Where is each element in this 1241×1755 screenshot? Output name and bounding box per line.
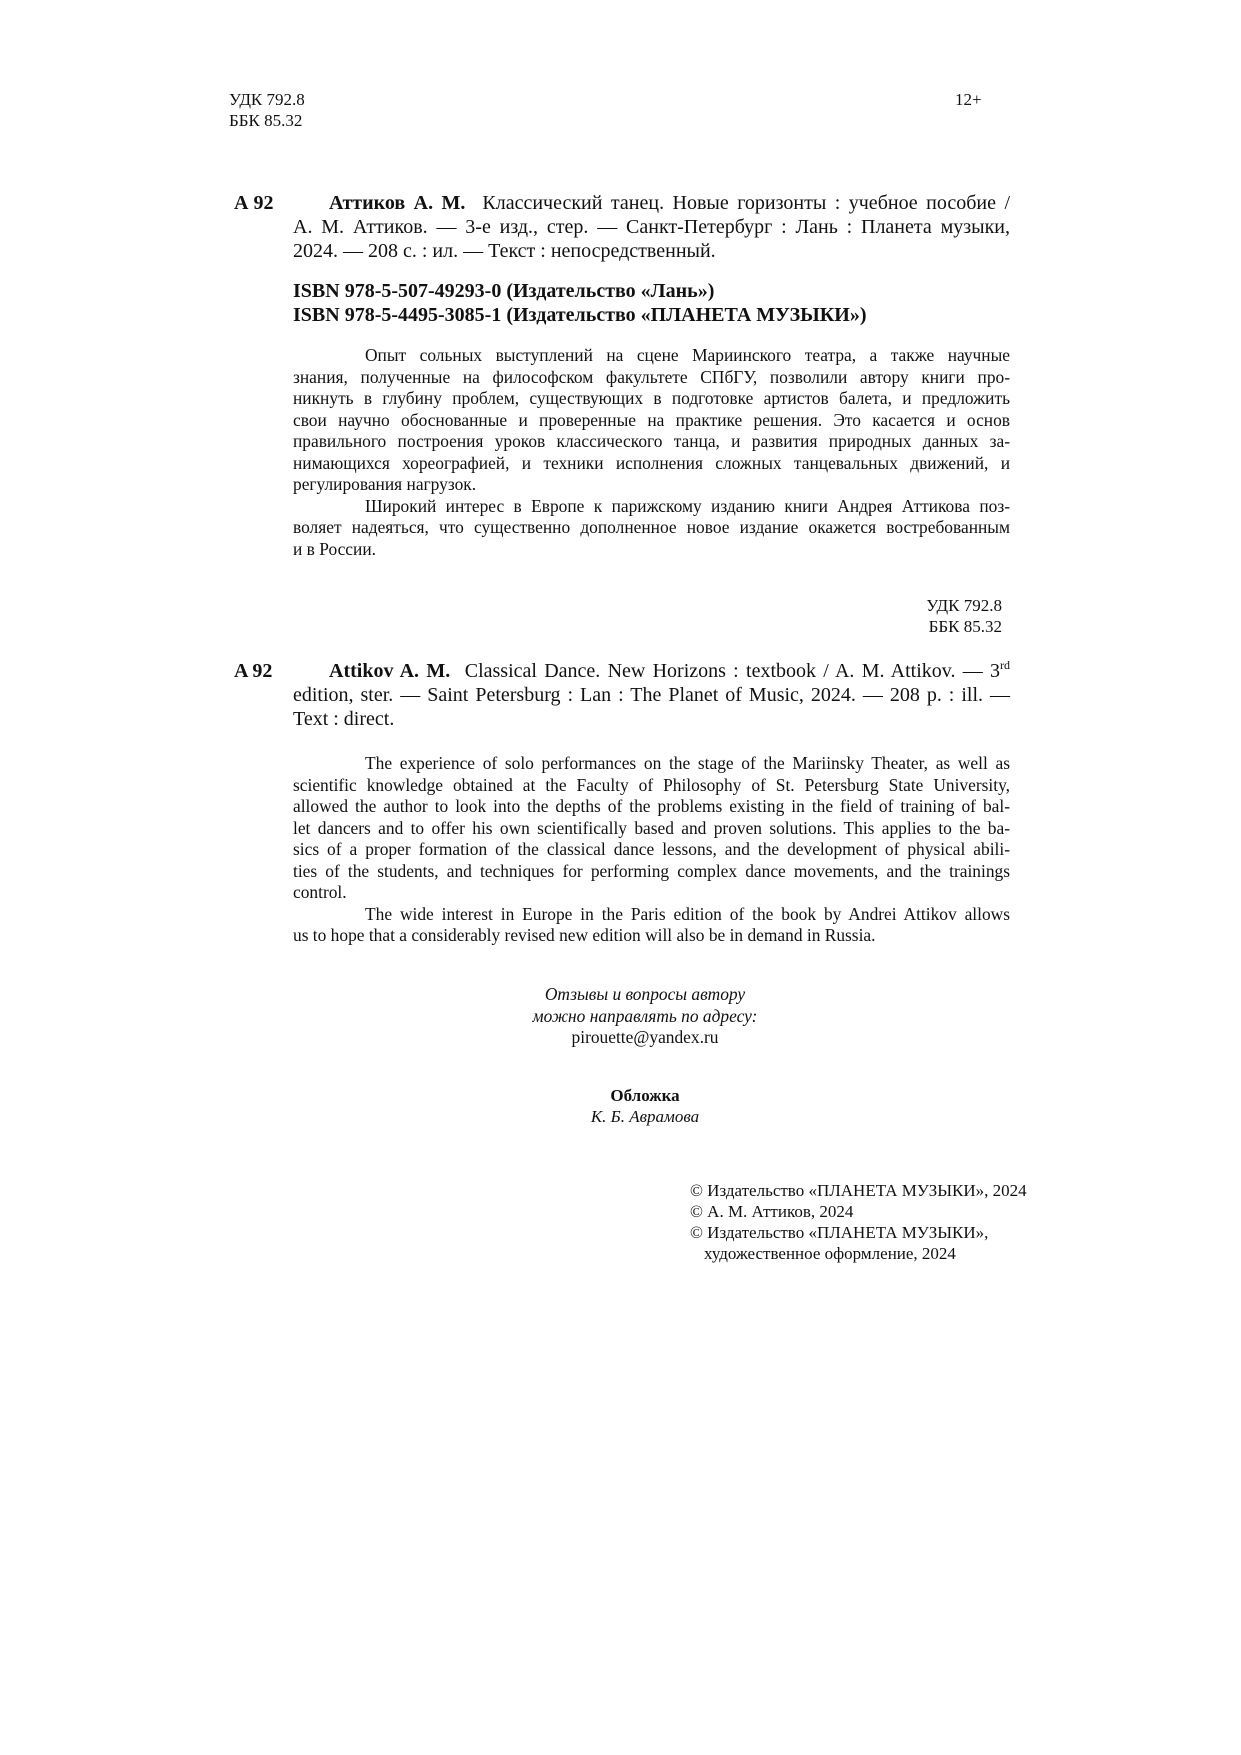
contact-email: pirouette@yandex.ru — [571, 1027, 719, 1047]
copyright-line: © Издательство «ПЛАНЕТА МУЗЫКИ», 2024 — [690, 1181, 1027, 1200]
ru-entry-line-2: А. М. Аттиков. — 3-е изд., стер. — Санкт-Петербург : Лань : Планета музыки, — [293, 216, 1010, 238]
en-bibliographic-entry — [293, 659, 1010, 731]
en-abstract-line: ties of the students, and techniques for performing complex dance movements, and the trainings — [293, 860, 1010, 881]
ru-abstract-line: знания, полученные на философском факультете СПбГУ, позволили автору книги про- — [293, 366, 1010, 387]
isbn-planet-music: ISBN 978-5-4495-3085-1 (Издательство «ПЛАНЕТА МУЗЫКИ») — [293, 304, 867, 326]
en-abstract-line: The wide interest in Europe in the Paris edition of the book by Andrei Attikov allows — [365, 903, 1010, 924]
ru-author-name: Аттиков А. М. — [329, 192, 466, 214]
cover-credit — [500, 1085, 790, 1127]
ru-abstract-line: никнуть в глубину проблем, существующих в подготовке артистов балета, и предложить — [293, 388, 1010, 408]
en-author-name: Attikov A. M. — [329, 660, 451, 682]
en-entry-line-3: Text : direct. — [293, 708, 395, 730]
en-author-code: A 92 — [234, 660, 273, 682]
en-abstract-line: us to hope that a considerably revised new edition will also be in demand in Russia. — [293, 925, 876, 945]
ru-abstract-line: регулирования нагрузок. — [293, 474, 477, 494]
contact-line-1: Отзывы и вопросы автору — [544, 984, 746, 1004]
isbn-block — [293, 279, 866, 327]
en-abstract-line: The experience of solo performances on the stage of the Mariinsky Theater, as well as — [365, 753, 1010, 773]
ordinal-suffix: rd — [1000, 658, 1010, 672]
header-bbk: ББК 85.32 — [229, 111, 303, 130]
copyright-block — [690, 1180, 1027, 1264]
en-abstract-line: control. — [293, 882, 347, 902]
en-abstract-line: allowed the author to look into the depths of the problems existing in the field of training of bal- — [293, 796, 1010, 816]
ru-abstract-line: нимающихся хореографией, и техники исполнения сложных танцевальных движений, и — [293, 452, 1010, 473]
ru-bibliographic-entry — [293, 191, 1010, 263]
ru-abstract-line: и в России. — [293, 538, 376, 559]
ru-abstract-line: свои научно обоснованные и проверенные на практике решения. Это касается и основ — [293, 409, 1010, 430]
age-rating: 12+ — [955, 90, 982, 109]
ru-classification — [860, 595, 1002, 637]
header-classification — [229, 89, 305, 131]
header-udk: УДК 792.8 — [229, 90, 305, 109]
cover-designer: К. Б. Аврамова — [590, 1107, 700, 1126]
en-entry-line-2: edition, ster. — Saint Petersburg : Lan : The Planet of Music, 2024. — 208 p. : ill. — — [293, 684, 1010, 706]
ru-bbk: ББК 85.32 — [928, 617, 1002, 636]
ru-entry-line-3: 2024. — 208 с. : ил. — Текст : непосредственный. — [293, 240, 716, 262]
copyright-line: © Издательство «ПЛАНЕТА МУЗЫКИ», — [690, 1223, 989, 1242]
ru-abstract-line: воляет надеяться, что существенно дополненное новое издание окажется востребованным — [293, 517, 1010, 537]
en-abstract-line: sics of a proper formation of the classical dance lessons, and the development of physical abili- — [293, 839, 1010, 859]
ru-abstract-line: Опыт сольных выступлений на сцене Мариинского театра, а также научные — [365, 345, 1010, 365]
cover-title: Обложка — [610, 1086, 680, 1105]
contact-line-2: можно направлять по адресу: — [532, 1005, 758, 1026]
ru-abstract-line: Широкий интерес в Европе к парижскому изданию книги Андрея Аттикова поз- — [365, 495, 1010, 516]
ru-author-code: А 92 — [234, 192, 274, 214]
ru-abstract-line: правильного построения уроков классического танца, и развития природных данных за- — [293, 431, 1010, 451]
ru-abstract — [293, 345, 1010, 560]
contact-block — [400, 984, 890, 1049]
en-abstract-line: scientific knowledge obtained at the Faculty of Philosophy of St. Petersburg State University, — [293, 774, 1010, 795]
en-abstract — [293, 753, 1010, 947]
ru-entry-line-1: Аттиков А. М. Классический танец. Новые горизонты : учебное пособие / — [329, 192, 1011, 214]
copyright-line: © А. М. Аттиков, 2024 — [690, 1202, 854, 1221]
isbn-lan: ISBN 978-5-507-49293-0 (Издательство «Лань») — [293, 280, 715, 302]
copyright-line: художественное оформление, 2024 — [704, 1244, 956, 1263]
en-entry-line-1: Attikov A. M. Classical Dance. New Horizons : textbook / A. M. Attikov. — 3rd — [329, 658, 1010, 682]
ru-udk: УДК 792.8 — [926, 596, 1002, 615]
en-abstract-line: let dancers and to offer his own scientifically based and proven solutions. This applies to the ba- — [293, 817, 1010, 838]
